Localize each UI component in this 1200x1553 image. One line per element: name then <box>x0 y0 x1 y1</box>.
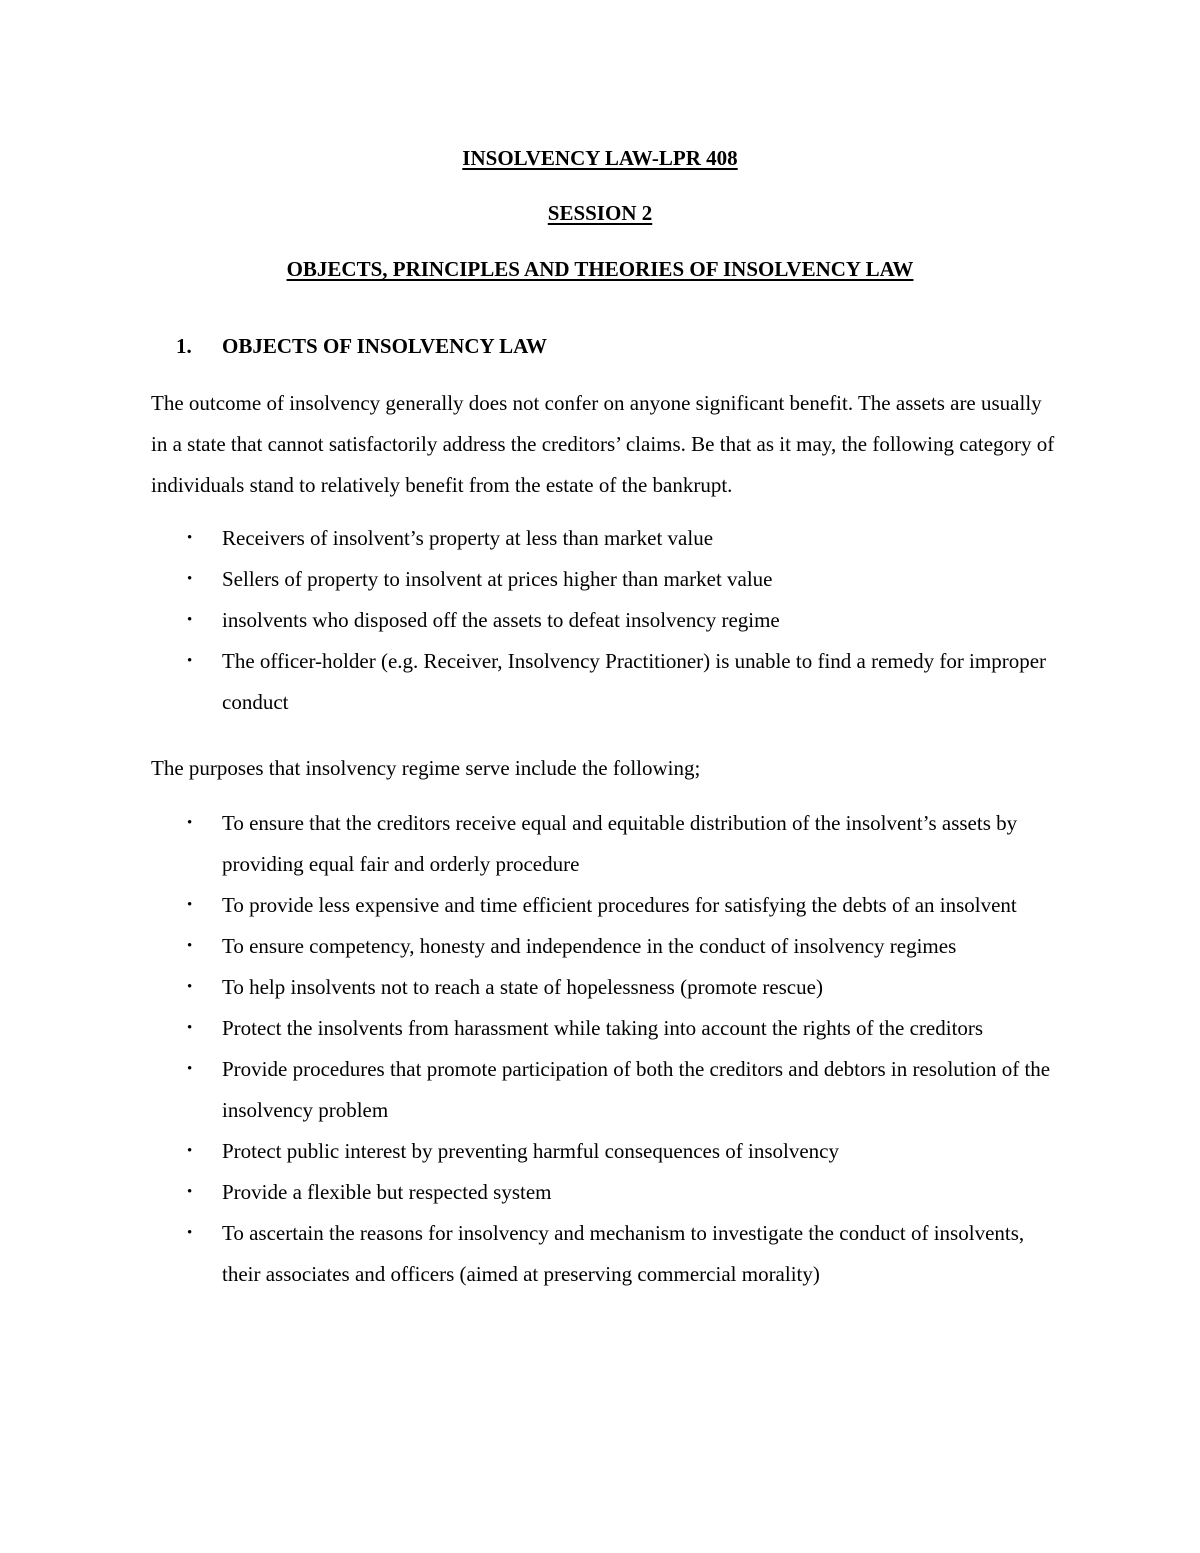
bullet-icon: • <box>187 938 193 954</box>
document-subtitle: OBJECTS, PRINCIPLES AND THEORIES OF INSOLVENCY LAW <box>286 257 914 281</box>
bullet-icon: • <box>187 612 193 628</box>
list-item <box>151 559 1061 600</box>
bullet-icon: • <box>187 653 193 669</box>
bullet-icon: • <box>187 979 193 995</box>
bullet-icon: • <box>187 571 193 587</box>
list-item <box>151 926 1061 967</box>
list-item <box>151 1172 1061 1213</box>
bullet-icon: • <box>187 1225 193 1241</box>
bullet-icon: • <box>187 897 193 913</box>
intro-paragraph: The outcome of insolvency generally does not confer on anyone significant benefit. The assets are usually in a state that cannot satisfactorily address the creditors’ claims. Be that as it may, the following category of individuals stand to relatively benefit from the estate of the bankrupt. <box>151 391 1055 497</box>
bullet-icon: • <box>187 1061 193 1077</box>
list-item-text: insolvents who disposed off the assets to defeat insolvency regime <box>222 608 780 632</box>
bullet-icon: • <box>187 815 193 831</box>
list-item-text: Provide procedures that promote participation of both the creditors and debtors in resolution of the insolvency problem <box>222 1057 1051 1122</box>
document-title: INSOLVENCY LAW-LPR 408 <box>462 146 738 170</box>
purposes-paragraph: The purposes that insolvency regime serve include the following; <box>151 756 701 780</box>
bullet-icon: • <box>187 1020 193 1036</box>
list-item <box>151 1008 1061 1049</box>
list-item <box>151 600 1061 641</box>
list-item-text: Protect public interest by preventing harmful consequences of insolvency <box>222 1139 839 1163</box>
section-number: 1. <box>176 334 192 358</box>
list-item-text: To help insolvents not to reach a state of hopelessness (promote rescue) <box>222 975 823 999</box>
section-heading <box>176 333 547 359</box>
list-item <box>151 1049 1061 1131</box>
list-item <box>151 967 1061 1008</box>
list-item-text: To ensure that the creditors receive equal and equitable distribution of the insolvent’s assets by providing equal fair and orderly procedure <box>222 811 1018 876</box>
list-item <box>151 1213 1061 1295</box>
list-item <box>151 641 1061 723</box>
bullet-icon: • <box>187 530 193 546</box>
list-item-text: To ensure competency, honesty and independence in the conduct of insolvency regimes <box>222 934 957 958</box>
list-item-text: Receivers of insolvent’s property at less than market value <box>222 526 714 550</box>
list-item <box>151 1131 1061 1172</box>
list-item-text: To ascertain the reasons for insolvency and mechanism to investigate the conduct of insolvents, their associates and officers (aimed at preserving commercial morality) <box>222 1221 1025 1286</box>
section-heading-text: OBJECTS OF INSOLVENCY LAW <box>222 334 547 358</box>
bullet-icon: • <box>187 1143 193 1159</box>
list-item <box>151 885 1061 926</box>
list-item-text: Sellers of property to insolvent at prices higher than market value <box>222 567 773 591</box>
session-heading: SESSION 2 <box>547 201 653 225</box>
list-item <box>151 803 1061 885</box>
beneficiaries-list <box>151 518 1061 723</box>
list-item-text: Provide a flexible but respected system <box>222 1180 552 1204</box>
list-item-text: Protect the insolvents from harassment while taking into account the rights of the creditors <box>222 1016 984 1040</box>
purposes-list <box>151 803 1061 1295</box>
list-item <box>151 518 1061 559</box>
list-item-text: The officer-holder (e.g. Receiver, Insolvency Practitioner) is unable to find a remedy for improper conduct <box>222 649 1047 714</box>
bullet-icon: • <box>187 1184 193 1200</box>
list-item-text: To provide less expensive and time efficient procedures for satisfying the debts of an insolvent <box>222 893 1017 917</box>
